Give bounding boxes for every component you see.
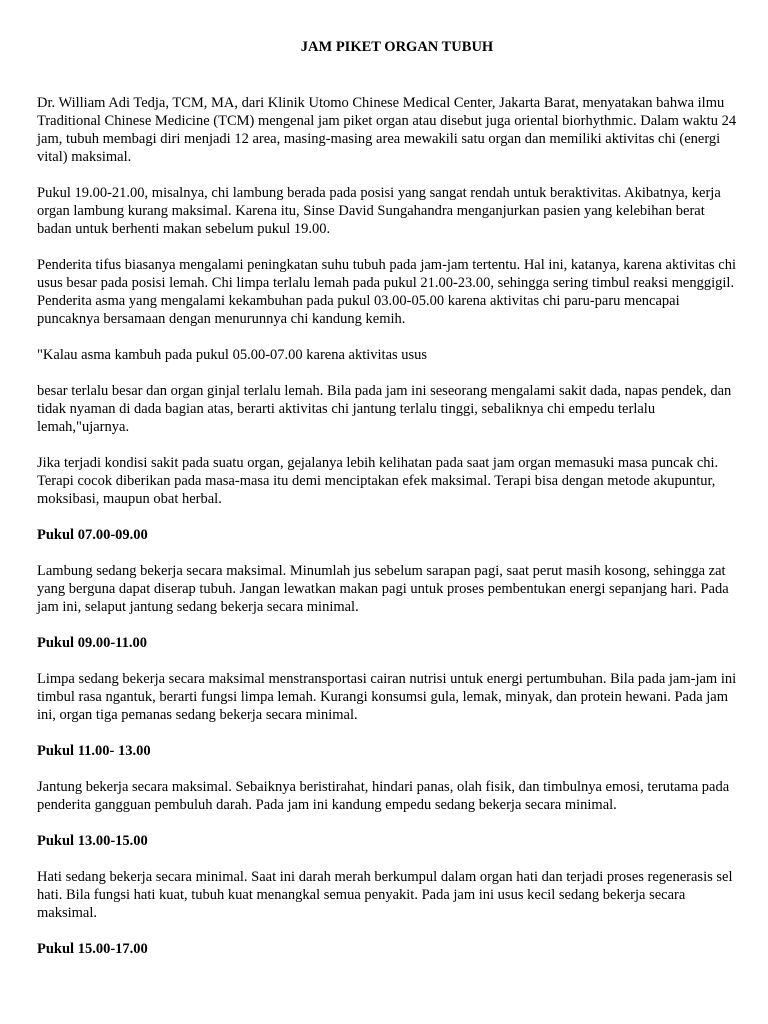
document-title: JAM PIKET ORGAN TUBUH [300, 39, 494, 55]
section-body: Limpa sedang bekerja secara maksimal menstransportasi cairan nutrisi untuk energi pertumbuhan. Bila pada jam-jam ini timbul rasa ngantuk, berarti fungsi limpa lemah. Kurangi konsumsi gula, lemak, minyak, dan protein hewani. Pada jam ini, organ tiga pemanas sedang bekerja secara minimal. [37, 671, 737, 723]
body-paragraph: Jika terjadi kondisi sakit pada suatu organ, gejalanya lebih kelihatan pada saat jam organ memasuki masa puncak chi. Terapi cocok diberikan pada masa-masa itu demi menciptakan efek maksimal. Terapi bisa dengan metode akupuntur, moksibasi, maupun obat herbal. [37, 455, 719, 507]
section-heading: Pukul 11.00- 13.00 [37, 743, 151, 759]
document-page [37, 38, 737, 976]
section-body: Hati sedang bekerja secara minimal. Saat ini darah merah berkumpul dalam organ hati dan terjadi proses regenerasis sel hati. Bila fungsi hati kuat, tubuh kuat menangkal semua penyakit. Pada jam ini usus kecil sedang bekerja secara maksimal. [37, 869, 733, 921]
section-heading: Pukul 15.00-17.00 [37, 941, 148, 957]
section-heading: Pukul 13.00-15.00 [37, 833, 148, 849]
section-body: Lambung sedang bekerja secara maksimal. Minumlah jus sebelum sarapan pagi, saat perut masih kosong, sehingga zat yang berguna dapat diserap tubuh. Jangan lewatkan makan pagi untuk proses pembentukan energi sepanjang hari. Pada jam ini, selaput jantung sedang bekerja secara minimal. [37, 563, 729, 615]
body-paragraph: Penderita tifus biasanya mengalami peningkatan suhu tubuh pada jam-jam tertentu. Hal ini, katanya, karena aktivitas chi usus besar pada posisi lemah. Chi limpa terlalu lemah pada pukul 21.00-23.00, sehingga sering timbul reaksi menggigil. Penderita asma yang mengalami kekambuhan pada pukul 03.00-05.00 karena aktivitas chi paru-paru mencapai puncaknya bersamaan dengan menurunnya chi kandung kemih. [37, 257, 737, 327]
body-paragraph: Pukul 19.00-21.00, misalnya, chi lambung berada pada posisi yang sangat rendah untuk beraktivitas. Akibatnya, kerja organ lambung kurang maksimal. Karena itu, Sinse David Sungahandra menganjurkan pasien yang kelebihan berat badan untuk berhenti makan sebelum pukul 19.00. [37, 185, 721, 237]
body-paragraph: besar terlalu besar dan organ ginjal terlalu lemah. Bila pada jam ini seseorang mengalami sakit dada, napas pendek, dan tidak nyaman di dada bagian atas, berarti aktivitas chi jantung terlalu tinggi, sebaliknya chi empedu terlalu lemah,"ujarnya. [37, 383, 732, 435]
section-heading: Pukul 09.00-11.00 [37, 635, 147, 651]
section-heading: Pukul 07.00-09.00 [37, 527, 148, 543]
section-body: Jantung bekerja secara maksimal. Sebaiknya beristirahat, hindari panas, olah fisik, dan timbulnya emosi, terutama pada penderita gangguan pembuluh darah. Pada jam ini kandung empedu sedang bekerja secara minimal. [37, 779, 730, 813]
body-paragraph: "Kalau asma kambuh pada pukul 05.00-07.00 karena aktivitas usus [37, 347, 428, 363]
intro-paragraph: Dr. William Adi Tedja, TCM, MA, dari Klinik Utomo Chinese Medical Center, Jakarta Barat, menyatakan bahwa ilmu Traditional Chinese Medicine (TCM) mengenal jam piket organ atau disebut juga oriental biorhythmic. Dalam waktu 24 jam, tubuh membagi diri menjadi 12 area, masing-masing area mewakili satu organ dan memiliki aktivitas chi (energi vital) maksimal. [37, 95, 737, 165]
